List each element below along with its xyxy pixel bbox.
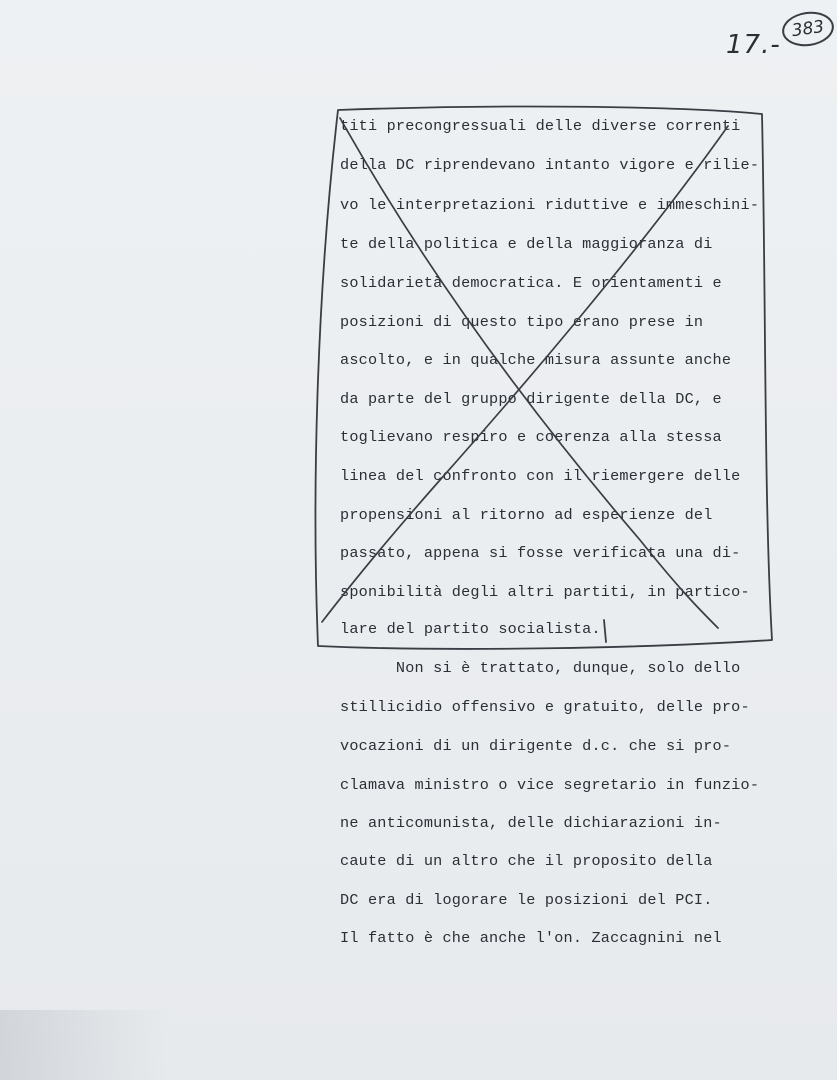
- text-line: solidarietà democratica. E orientamenti e: [340, 274, 722, 292]
- text-line: passato, appena si fosse verificata una di-: [340, 544, 741, 562]
- text-line: della DC riprendevano intanto vigore e rilie-: [340, 156, 760, 174]
- text-line: titi precongressuali delle diverse correnti: [340, 117, 741, 135]
- text-line: posizioni di questo tipo erano prese in: [340, 313, 704, 331]
- pen-end-mark: [604, 620, 606, 642]
- text-line: Non si è trattato, dunque, solo dello: [340, 659, 741, 677]
- text-line: ne anticomunista, delle dichiarazioni in-: [340, 814, 722, 832]
- text-line: toglievano respiro e coerenza alla stessa: [340, 428, 722, 446]
- text-line: vocazioni di un dirigente d.c. che si pro-: [340, 737, 732, 755]
- text-line: sponibilità degli altri partiti, in partico-: [340, 583, 750, 601]
- text-line: Il fatto è che anche l'on. Zaccagnini nel: [340, 929, 722, 947]
- text-line: lare del partito socialista.: [340, 620, 601, 638]
- pen-box-outline: [315, 107, 772, 649]
- text-line: te della politica e della maggioranza di: [340, 235, 713, 253]
- pen-cross-line: [340, 118, 718, 628]
- text-line: DC era di logorare le posizioni del PCI.: [340, 891, 713, 909]
- text-line: vo le interpretazioni riduttive e immeschini-: [340, 196, 760, 214]
- text-line: ascolto, e in qualche misura assunte anche: [340, 351, 732, 369]
- text-line: clamava ministro o vice segretario in funzio-: [340, 776, 760, 794]
- page-number: 17.-: [726, 30, 781, 60]
- text-line: propensioni al ritorno ad esperienze del: [340, 506, 713, 524]
- circled-page-number: 383: [780, 9, 836, 50]
- text-line: stillicidio offensivo e gratuito, delle pro-: [340, 698, 750, 716]
- text-line: da parte del gruppo dirigente della DC, e: [340, 390, 722, 408]
- pen-cross-line: [322, 126, 728, 622]
- text-line: linea del confronto con il riemergere delle: [340, 467, 741, 485]
- text-line: caute di un altro che il proposito della: [340, 852, 713, 870]
